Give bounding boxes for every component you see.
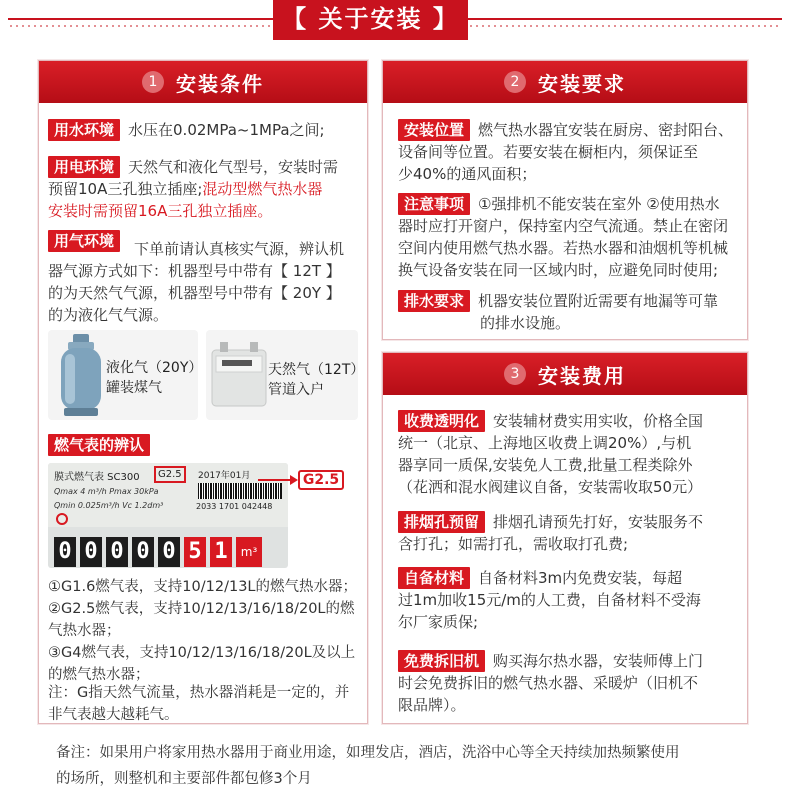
step-number: 2 (504, 71, 526, 93)
footer-note-line-1: 备注：如果用户将家用热水器用于商业用途，如理发店，酒店，洗浴中心等全天持续加热频繁使用 (56, 745, 680, 761)
free-removal-2: 时会免费拆旧的燃气热水器、采暖炉（旧机不 (398, 674, 699, 692)
meter-date: 2017年01月 (198, 471, 251, 481)
footer-note-line-2: 的场所，则整机和主要部件都包修3个月 (56, 771, 312, 787)
free-removal-3: 限品牌）。 (398, 696, 466, 714)
fee-transparent-3: 器享同一质保,安装免人工费,批量工程类除外 (398, 456, 693, 474)
meter-identify-tag: 燃气表的辨认 (48, 434, 150, 456)
panel-title: 安装费用 (538, 363, 626, 388)
gas-env-text-3: 的为天然气气源，机器型号中带有【 20Y 】 (48, 284, 341, 302)
attention-2: 器时应打开窗户，保持室内空气流通。禁止在密闭 (398, 217, 729, 235)
free-removal-tag: 免费拆旧机 (398, 650, 485, 672)
vent-hole-tag: 排烟孔预留 (398, 511, 485, 533)
water-env (48, 119, 363, 141)
meter-list-item-3b: 的燃气热水器； (48, 667, 150, 683)
own-materials-1: 自备材料3m内免费安装，每超 (478, 569, 683, 587)
install-position-2: 设备间等位置。若要安装在橱柜内，须保证至 (398, 143, 699, 161)
meter-digit-red: 5 (184, 537, 206, 567)
fee-transparent-4: （花洒和混水阀建议自备，安装需收取50元） (398, 478, 703, 496)
drainage-tag: 排水要求 (398, 290, 470, 312)
meter-qmax: Qmax 4 m³/h Pmax 30kPa (54, 487, 159, 496)
meter-qmin: Qmin 0.025m³/h Vc 1.2dm³ (54, 501, 164, 510)
fee-transparent-2: 统一（北京、上海地区收费上调20%）,与机 (398, 434, 692, 452)
meter-list-item-1: ①G1.6燃气表，支持10/12/13L的燃气热水器； (48, 579, 357, 595)
panel-title: 安装条件 (176, 71, 264, 96)
meter-digits (54, 537, 262, 567)
meter-digit: 0 (106, 537, 128, 567)
page-title: 【 关于安装 】 (273, 0, 468, 40)
drainage-2: 的排水设施。 (480, 314, 571, 332)
power-env-red-2: 安装时需预留16A三孔独立插座。 (48, 202, 273, 220)
attention-1: ①强排机不能安装在室外 ②使用热水 (478, 195, 720, 213)
fee-transparent-1: 安装辅材费实用实收，价格全国 (493, 412, 704, 430)
attention-4: 换气设备安装在同一区域内时，应避免同时使用; (398, 261, 719, 279)
own-materials-2: 过1m加收15元/m的人工费，自备材料不受海 (398, 591, 701, 609)
power-env-red-1: 混动型燃气热水器 (202, 180, 323, 198)
footer-note (56, 740, 746, 792)
gas-env-tag: 用气环境 (48, 230, 120, 252)
power-env (48, 156, 363, 222)
meter-digit-red: 1 (210, 537, 232, 567)
ng-label-1: 天然气（12T） (268, 362, 365, 378)
fee-transparent-tag: 收费透明化 (398, 410, 485, 432)
step-number: 3 (504, 363, 526, 385)
drainage (398, 290, 743, 334)
arrow-right-icon (258, 474, 298, 486)
panel-header (39, 61, 367, 103)
meter-digit: 0 (54, 537, 76, 567)
power-env-text-1: 天然气和液化气型号，安装时需 (128, 158, 339, 176)
gas-meter-photo (48, 463, 288, 568)
power-env-tag: 用电环境 (48, 156, 120, 178)
panel-header (383, 353, 747, 395)
lpg-label-2: 罐装煤气 (106, 380, 162, 396)
lpg-label-1: 液化气（20Y） (106, 360, 203, 376)
meter-list (48, 576, 366, 686)
meter-digit: 0 (132, 537, 154, 567)
free-removal (398, 650, 743, 716)
ng-label-2: 管道入户 (268, 382, 324, 398)
meter-digit: 0 (158, 537, 180, 567)
water-env-tag: 用水环境 (48, 119, 120, 141)
meter-list-item-3a: ③G4燃气表，支持10/12/13/16/18/20L及以上 (48, 645, 356, 661)
meter-g-value: G2.5 (154, 466, 186, 483)
panel-header (383, 61, 747, 103)
install-position-1: 燃气热水器宜安装在厨房、密封阳台、 (478, 121, 734, 139)
gas-env-text-1: 下单前请认真核实气源，辨认机 (134, 240, 345, 258)
g-value-callout: G2.5 (298, 470, 344, 490)
drainage-1: 机器安装位置附近需要有地漏等可靠 (478, 292, 719, 310)
power-env-text-2: 预留10A三孔独立插座; (48, 180, 203, 198)
own-materials-tag: 自备材料 (398, 567, 470, 589)
vent-hole (398, 511, 743, 555)
meter-note (48, 682, 366, 726)
free-removal-1: 购买海尔热水器，安装师傅上门 (493, 652, 704, 670)
meter-note-1: 注：G指天然气流量，热水器消耗是一定的，并 (48, 685, 350, 701)
install-position-3: 少40%的通风面积； (398, 165, 537, 183)
meter-list-item-2a: ②G2.5燃气表，支持10/12/13/16/18/20L的燃 (48, 601, 355, 617)
attention (398, 193, 743, 281)
meter-serial: 2033 1701 042448 (196, 502, 273, 511)
meter-digit: 0 (80, 537, 102, 567)
meter-note-2: 非气表越大越耗气。 (48, 707, 179, 723)
fee-transparent (398, 410, 743, 498)
water-env-text: 水压在0.02MPa~1MPa之间; (128, 121, 325, 139)
lpg-card (48, 330, 203, 420)
attention-3: 空间内使用燃气热水器。若热水器和油烟机等机械 (398, 239, 729, 257)
install-position (398, 119, 743, 185)
panel-title: 安装要求 (538, 71, 626, 96)
gas-env (48, 230, 363, 324)
attention-tag: 注意事项 (398, 193, 470, 215)
gas-env-text-2: 器气源方式如下：机器型号中带有【 12T 】 (48, 262, 341, 280)
ng-card (206, 330, 365, 420)
meter-list-item-2b: 气热水器； (48, 623, 121, 639)
meter-name: 膜式燃气表 SC300 (54, 472, 140, 483)
own-materials (398, 567, 743, 633)
meter-logo-icon (56, 513, 68, 525)
gas-meter-icon (210, 342, 270, 412)
meter-identify (48, 434, 150, 456)
vent-hole-1: 排烟孔请预先打好，安装服务不 (493, 513, 704, 531)
own-materials-3: 尔厂家质保; (398, 613, 479, 631)
gas-env-text-4: 的为液化气气源。 (48, 306, 169, 324)
lpg-cylinder-icon (56, 332, 106, 418)
install-position-tag: 安装位置 (398, 119, 470, 141)
meter-unit: m³ (236, 537, 262, 567)
vent-hole-2: 含打孔；如需打孔，需收取打孔费; (398, 535, 629, 553)
step-number: 1 (142, 71, 164, 93)
